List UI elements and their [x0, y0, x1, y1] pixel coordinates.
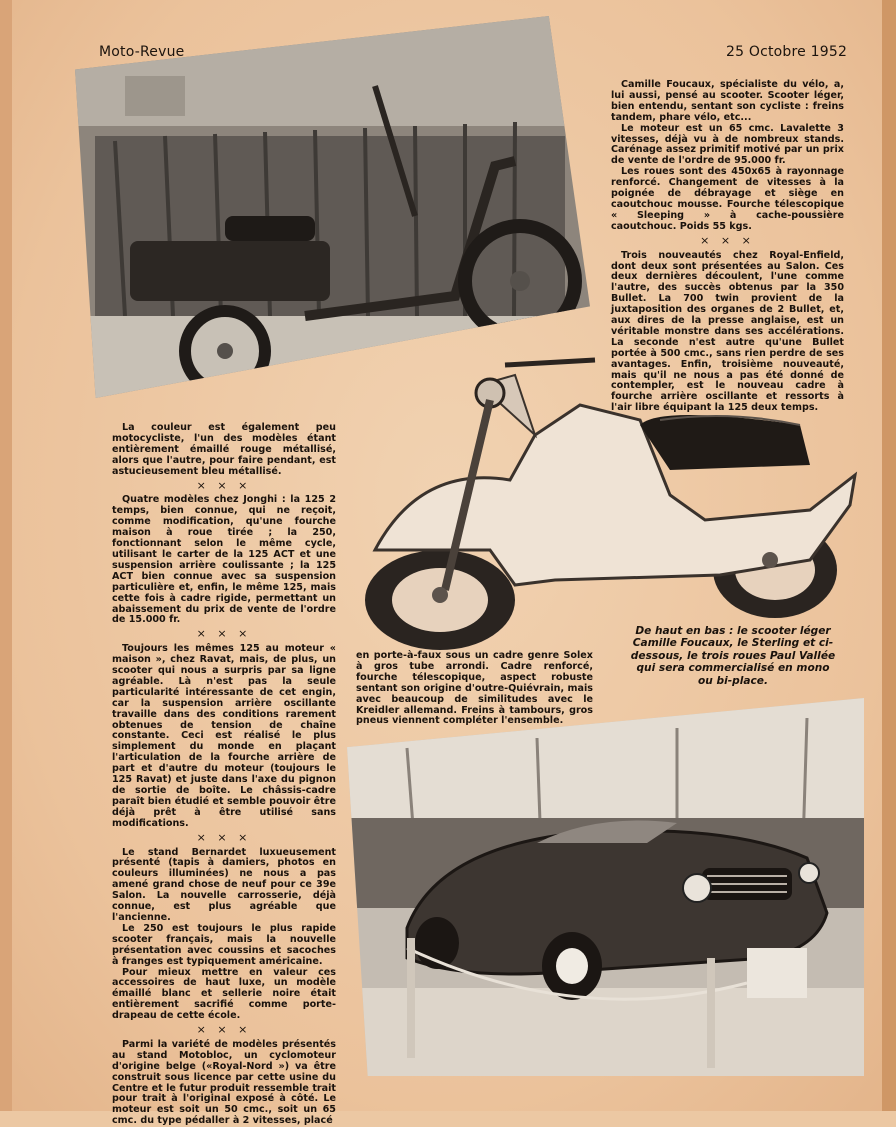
photo-foucaux-scooter	[75, 16, 590, 398]
separator: × × ×	[196, 1023, 252, 1037]
issue-date: 25 Octobre 1952	[726, 44, 848, 60]
paragraph: La couleur est également peu motocycliste, l'un des modèles étant entièrement émaillé rouge métallisé, alors que l'autre, pour faire pendant, est astucieusement bleu métallisé.	[112, 422, 336, 477]
paragraph: Le 250 est toujours le plus rapide scooter français, mais la nouvelle présentation avec coussins et sacoches à franges est typiquement américaine.	[112, 922, 336, 967]
column-middle	[356, 651, 593, 727]
magazine-title: Moto-Revue	[99, 44, 185, 60]
paragraph: Quatre modèles chez Jonghi : la 125 2 temps, bien connue, qui ne reçoit, comme modification, qu'une fourche maison à roue tirée ; la 250, fonctionnant selon le même cycle, utilisant le carter de la 125 ACT et une suspension arrière coulissante ; la 125 ACT bien connue avec sa suspension particulière et, enfin, le même 125, mais cette fois à cadre rigide, permettant un abaissement du prix de vente de l'ordre de 15.000 fr.	[112, 494, 336, 626]
photo-caption: De haut en bas : le scooter léger Camille Foucaux, le Sterling et ci-dessous, le trois roues Paul Vallée qui sera commercialisé en mono ou bi-place.	[630, 625, 836, 687]
paragraph: Le moteur est un 65 cmc. Lavalette 3 vitesses, déjà vu à de nombreux stands. Carénage assez primitif motivé par un prix de vente de l'ordre de 95.000 fr.	[611, 122, 844, 167]
paragraph: Les roues sont des 450x65 à rayonnage renforcé. Changement de vitesses à la poignée de débrayage et siège en caoutchouc mousse. Fourche télescopique « Sleeping » à cache-poussière caoutchouc. Poids 55 kgs.	[611, 166, 844, 232]
paragraph: Le stand Bernardet luxueusement présenté (tapis à damiers, photos en couleurs illuminées) ne nous a pas amené grand chose de neuf pour ce 39e Salon. La nouvelle carrosserie, déjà connue, est plus agréable que l'ancienne.	[112, 846, 336, 923]
paragraph: Trois nouveautés chez Royal-Enfield, dont deux sont présentées au Salon. Ces deux dernières découlent, l'une comme l'autre, des succès obtenus par la 350 Bullet. La 700 twin provient de la juxtaposition des organes de 2 Bullet, et, aux dires de la presse anglaise, est un véritable monstre dans ses accélérations. La seconde n'est autre qu'une Bullet portée à 500 cmc., sans rien perdre de ses avantages. Enfin, troisième nouveauté, mais qu'il ne nous a pas été donné de contempler, est le nouveau cadre à fourche arrière oscillante et ressorts à l'air libre équipant la 125 deux temps.	[611, 249, 844, 414]
paragraph: Camille Foucaux, spécialiste du vélo, a, lui aussi, pensé au scooter. Scooter léger, bien entendu, sentant son cycliste : freins tandem, phare vélo, etc...	[611, 79, 844, 123]
separator: × × ×	[196, 478, 252, 492]
paragraph: en porte-à-faux sous un cadre genre Solex à gros tube arrondi. Cadre renforcé, fourche télescopique, aspect robuste sentant son origine d'outre-Quiévrain, mais avec beaucoup de similitudes avec le Kreidler allemand. Freins à tambours, gros pneus viennent compléter l'ensemble.	[356, 650, 593, 727]
paragraph: Pour mieux mettre en valeur ces accessoires de haut luxe, un modèle émaillé blanc et sellerie noire était entièrement sacrifié comme porte-drapeau de cette école.	[112, 966, 336, 1022]
separator: × × ×	[196, 627, 252, 641]
page-left-edge	[0, 0, 12, 1111]
photo-paul-vallee-three-wheeler	[347, 698, 864, 1076]
column-left	[112, 423, 336, 1127]
page-right-edge	[882, 0, 896, 1111]
separator: × × ×	[700, 233, 755, 247]
column-right-top	[611, 80, 844, 414]
paragraph: Toujours les mêmes 125 au moteur « maison », chez Ravat, mais, de plus, un scooter qui nous a surpris par sa ligne agréable. Là n'est pas la seule particularité intéressante de cet engin, car la suspension arrière oscillante travaille dans des conditions rarement obtenues de tension de chaîne constante. Ceci est réalisé le plus simplement du monde en plaçant l'articulation de la fourche arrière de part et d'autre du moteur (toujours le 125 Ravat) et juste dans l'axe du pignon de sortie de boîte. Le châssis-cadre paraît bien étudié et semble pouvoir être déjà prêt à être utilisé sans modifications.	[112, 643, 336, 829]
paragraph: Parmi la variété de modèles présentés au stand Motobloc, un cyclomoteur d'origine belge («Royal-Nord ») va être construit sous licence par cette usine du Centre et le futur produit ressemble trait pour trait à l'original exposé à côté. Le moteur est soit un 50 cmc., soit un 65 cmc. du type pédaller à 2 vitesses, placé	[112, 1038, 336, 1127]
separator: × × ×	[196, 830, 252, 844]
